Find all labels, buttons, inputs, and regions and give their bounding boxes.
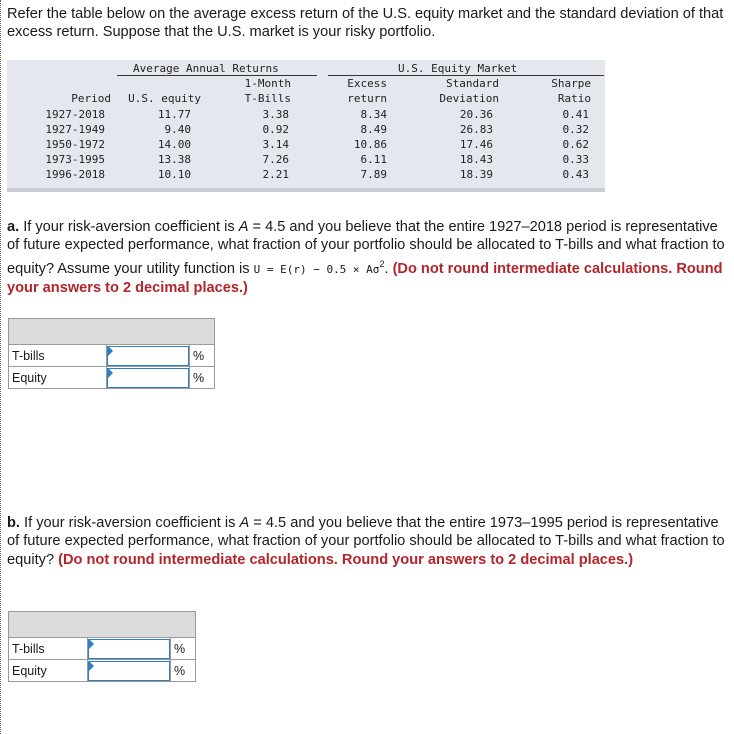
cell-sharpe: 0.32 [562, 123, 589, 136]
cell-us-equity: 11.77 [157, 108, 191, 121]
row-label: Equity [9, 660, 88, 682]
percent-unit: % [190, 345, 215, 367]
page-left-border [0, 0, 1, 734]
cell-stdev: 18.39 [459, 168, 493, 181]
returns-table [7, 60, 605, 192]
question-a: a. If your risk-aversion coefficient is A = 4.5 and you believe that the entire 1927–2018 period is representative of future expected performance, what fraction of your portfolio should be allocated to T-bills and what fraction to equity? Assume your utility function is $U = E(r) - 0.5 \times A\sigma^2$. (Do not round intermediate calculations. Round your answers to 2 decimal places.) [7, 219, 725, 296]
row-label: T-bills [9, 638, 88, 660]
question-b: b. If your risk-aversion coefficient is A = 4.5 and you believe that the entire 1973–1995 period is representative of future expected performance, what fraction of your portfolio should be allocated to T-bills and what fraction to equity? (Do not round intermediate calculations. Round your answers to 2 decimal places.) [7, 515, 725, 568]
cell-excess: 10.86 [353, 138, 387, 151]
table-row [7, 168, 605, 183]
cell-us-equity: 9.40 [164, 123, 191, 136]
answer-table-b-header [9, 612, 196, 638]
cell-stdev: 18.43 [459, 153, 493, 166]
table-bottom-bar [7, 188, 605, 192]
percent-unit: % [171, 638, 196, 660]
cell-tbills: 7.26 [262, 153, 289, 166]
answer-row-equity-a [9, 367, 215, 389]
col-header-excess-line1: Excess [347, 77, 387, 90]
col-header-excess-line2: return [347, 92, 387, 105]
cell-sharpe: 0.43 [562, 168, 589, 181]
cell-period: 1973-1995 [45, 153, 105, 166]
cell-excess: 7.89 [360, 168, 387, 181]
table-row [7, 108, 605, 123]
utility-formula: U = E(r) − 0.5 × Aσ [253, 262, 380, 276]
col-header-sharpe-line2: Ratio [557, 92, 591, 105]
cell-period: 1927-2018 [45, 108, 105, 121]
cell-sharpe: 0.33 [562, 153, 589, 166]
group-underline-returns [117, 75, 317, 76]
col-header-us-equity: U.S. equity [128, 92, 201, 105]
cell-excess: 6.11 [360, 153, 387, 166]
question-a-instruction: (Do not round intermediate calculations. Round your answers to 2 decimal places.) [7, 260, 723, 296]
col-header-period: Period [71, 92, 111, 105]
col-header-stdev-line1: Standard [446, 77, 499, 90]
table-row [7, 153, 605, 168]
answer-row-tbills-a [9, 345, 215, 367]
cell-excess: 8.49 [360, 123, 387, 136]
cell-period: 1950-1972 [45, 138, 105, 151]
row-label: Equity [9, 367, 107, 389]
cell-stdev: 20.36 [459, 108, 493, 121]
cell-sharpe: 0.62 [562, 138, 589, 151]
question-b-label: b. [7, 515, 20, 531]
answer-row-tbills-b [9, 638, 196, 660]
cell-us-equity: 13.38 [157, 153, 191, 166]
equity-input-b[interactable] [88, 661, 170, 681]
table-row [7, 123, 605, 138]
col-header-sharpe-line1: Sharpe [551, 77, 591, 90]
table-row [7, 138, 605, 153]
cell-excess: 8.34 [360, 108, 387, 121]
percent-unit: % [171, 660, 196, 682]
col-header-tbills-line1: 1-Month [244, 77, 291, 90]
answer-row-equity-b [9, 660, 196, 682]
answer-table-a-header [9, 319, 215, 345]
answer-table-b [8, 611, 196, 682]
question-b-instruction: (Do not round intermediate calculations. Round your answers to 2 decimal places.) [58, 551, 634, 568]
percent-unit: % [190, 367, 215, 389]
cell-us-equity: 10.10 [157, 168, 191, 181]
cell-tbills: 3.38 [262, 108, 289, 121]
equity-input-a[interactable] [107, 368, 189, 388]
cell-sharpe: 0.41 [562, 108, 589, 121]
cell-stdev: 17.46 [459, 138, 493, 151]
group-header-us-equity-market: U.S. Equity Market [398, 62, 518, 75]
cell-us-equity: 14.00 [157, 138, 191, 151]
cell-period: 1996-2018 [45, 168, 105, 181]
col-header-tbills-line2: T-Bills [244, 92, 291, 105]
tbills-input-a[interactable] [107, 346, 189, 366]
group-underline-market [328, 75, 604, 76]
intro-text: Refer the table below on the average excess return of the U.S. equity market and the standard deviation of that excess return. Suppose that the U.S. market is your risky portfolio. [7, 6, 724, 40]
row-label: T-bills [9, 345, 107, 367]
group-header-average-annual-returns: Average Annual Returns [133, 62, 279, 75]
answer-table-a [8, 318, 215, 389]
cell-stdev: 26.83 [459, 123, 493, 136]
cell-tbills: 3.14 [262, 138, 289, 151]
cell-tbills: 0.92 [262, 123, 289, 136]
tbills-input-b[interactable] [88, 639, 170, 659]
col-header-stdev-line2: Deviation [439, 92, 499, 105]
cell-period: 1927-1949 [45, 123, 105, 136]
question-a-label: a. [7, 219, 20, 235]
cell-tbills: 2.21 [262, 168, 289, 181]
